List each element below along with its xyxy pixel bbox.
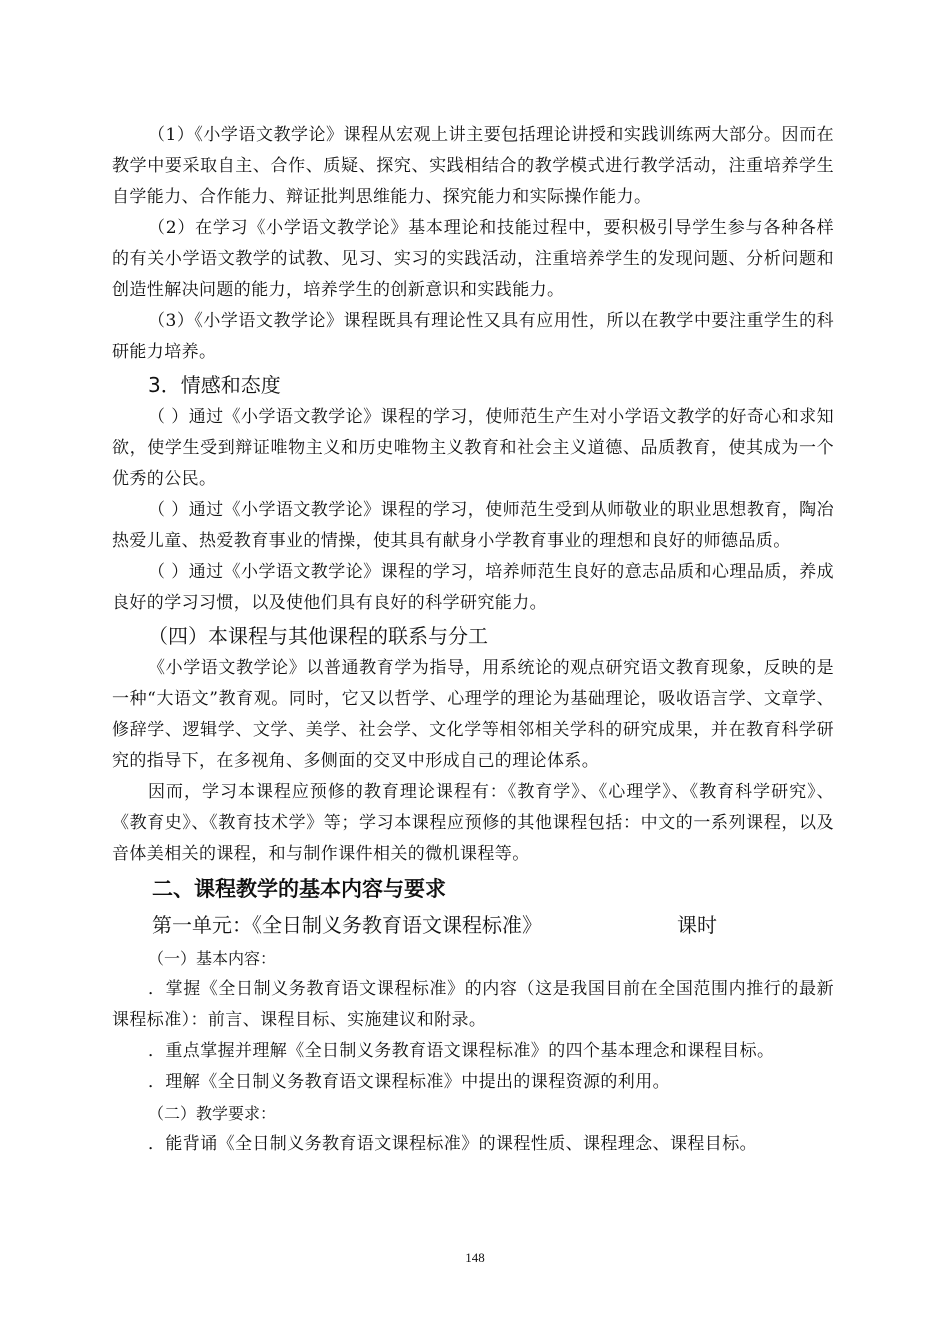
paragraph-attitude-2: （ ）通过《小学语文教学论》课程的学习，使师范生受到从师敬业的职业思想教育，陶冶热爱儿童、热爱教育事业的情操，使其具有献身小学教育事业的理想和良好的师德品质。	[112, 500, 834, 551]
page-content	[112, 120, 834, 1160]
paragraph-relation-1: 《小学语文教学论》以普通教育学为指导，用系统论的观点研究语文教育现象，反映的是一种“大语文”教育观。同时，它又以哲学、心理学的理论为基础理论，吸收语言学、文章学、修辞学、逻辑学、文学、美学、社会学、文化学等相邻相关学科的研究成果，并在教育科学研究的指导下，在多视角、多侧面的交叉中形成自己的理论体系。	[112, 658, 834, 771]
unit-1-hours: 课时	[677, 913, 717, 937]
paragraph-attitude-1: （ ）通过《小学语文教学论》课程的学习，使师范生产生对小学语文教学的好奇心和求知欲，使学生受到辩证唯物主义和历史唯物主义教育和社会主义道德、品质教育，使其成为一个优秀的公民。	[112, 407, 834, 489]
heading-course-relations: （四）本课程与其他课程的联系与分工	[148, 624, 488, 648]
unit-1-header	[112, 907, 834, 943]
basic-content-label: （一）基本内容：	[148, 949, 277, 968]
paragraph-teaching-mode: （1）《小学语文教学论》课程从宏观上讲主要包括理论讲授和实践训练两大部分。因而在教学中要采取自主、合作、质疑、探究、实践相结合的教学模式进行教学活动，注重培养学生自学能力、合作能力、辩证批判思维能力、探究能力和实际操作能力。	[112, 125, 834, 207]
paragraph-relation-2: 因而，学习本课程应预修的教育理论课程有：《教育学》、《心理学》、《教育科学研究》、《教育史》、《教育技术学》等；学习本课程应预修的其他课程包括：中文的一系列课程，以及音体美相关的课程，和与制作课件相关的微机课程等。	[112, 782, 834, 864]
paragraph-practice-activities: （2）在学习《小学语文教学论》基本理论和技能过程中，要积极引导学生参与各种各样的有关小学语文教学的试教、见习、实习的实践活动，注重培养学生的发现问题、分析问题和创造性解决问题的能力，培养学生的创新意识和实践能力。	[112, 218, 834, 300]
heading-emotion-attitude: 3．情感和态度	[148, 373, 281, 397]
paragraph-attitude-3: （ ）通过《小学语文教学论》课程的学习，培养师范生良好的意志品质和心理品质，养成良好的学习习惯，以及使他们具有良好的科学研究能力。	[112, 562, 834, 613]
basic-content-item-2: ．重点掌握并理解《全日制义务教育语文课程标准》的四个基本理念和课程目标。	[148, 1041, 775, 1061]
teaching-req-item-1: ．能背诵《全日制义务教育语文课程标准》的课程性质、课程理念、课程目标。	[148, 1134, 757, 1154]
basic-content-item-3: ．理解《全日制义务教育语文课程标准》中提出的课程资源的利用。	[148, 1072, 670, 1092]
heading-section-2: 二、课程教学的基本内容与要求	[152, 877, 446, 901]
teaching-req-label: （二）教学要求：	[148, 1104, 277, 1123]
basic-content-item-1: ．掌握《全日制义务教育语文课程标准》的内容（这是我国目前在全国范围内推行的最新课程标准）：前言、课程目标、实施建议和附录。	[112, 979, 834, 1030]
page-number: 148	[465, 1250, 485, 1265]
paragraph-research-ability: （3）《小学语文教学论》课程既具有理论性又具有应用性，所以在教学中要注重学生的科研能力培养。	[112, 311, 834, 362]
unit-1-title: 第一单元：《全日制义务教育语文课程标准》	[152, 913, 542, 937]
